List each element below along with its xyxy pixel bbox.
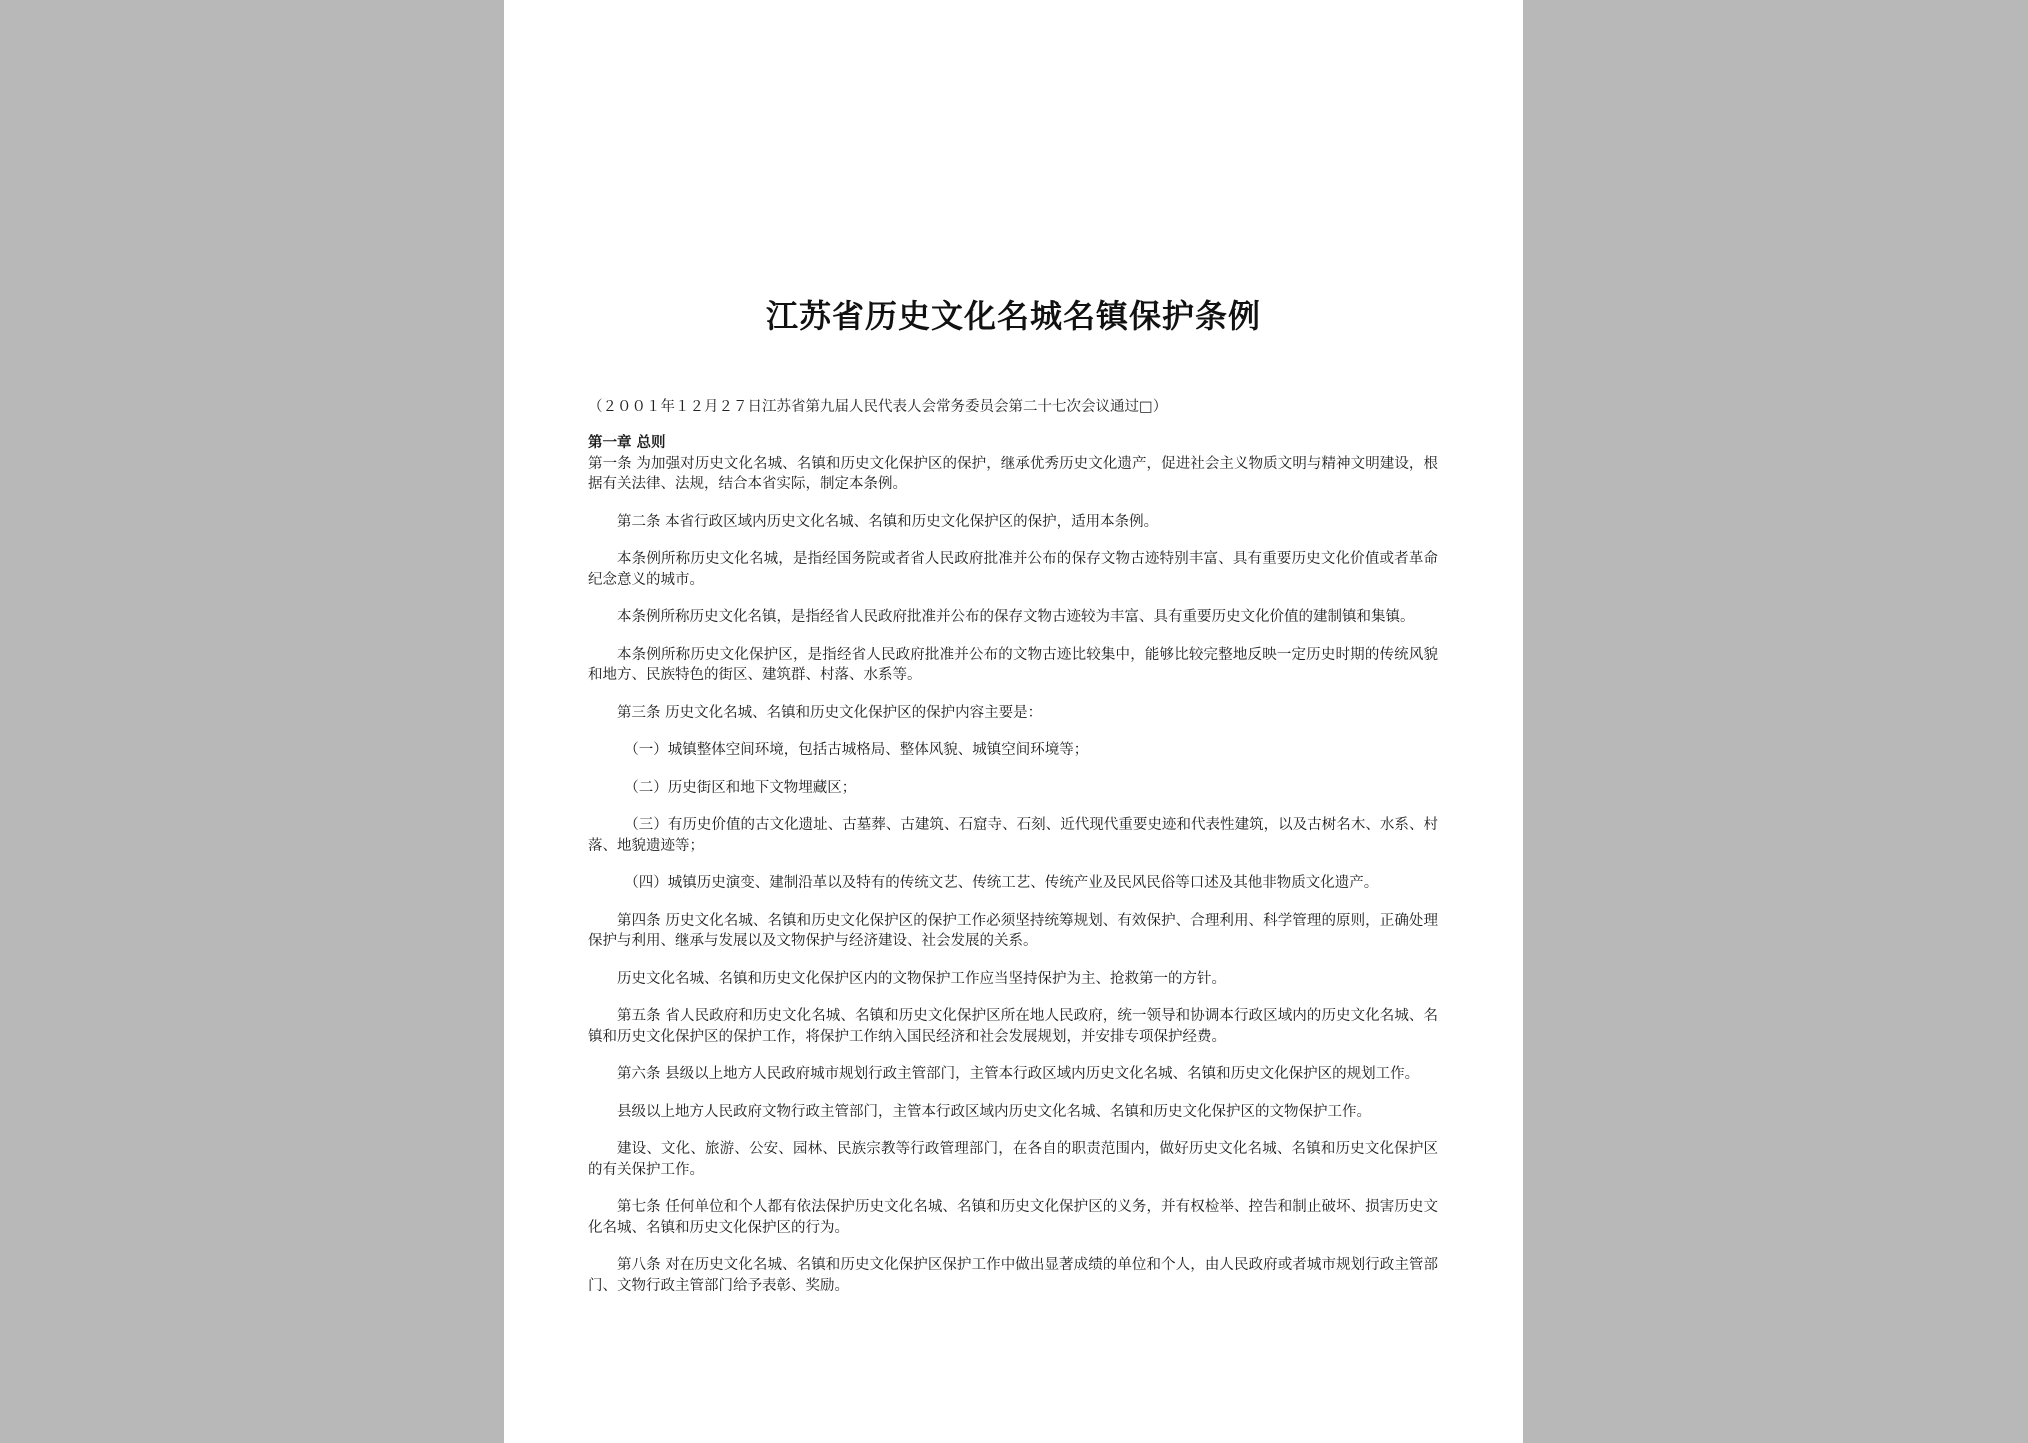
paragraph: 本条例所称历史文化名城，是指经国务院或者省人民政府批准并公布的保存文物古迹特别丰富、具有重要历史文化价值或者革命纪念意义的城市。: [588, 551, 1438, 588]
list-item: （一）城镇整体空间环境，包括古城格局、整体风貌、城镇空间环境等；: [624, 742, 1089, 758]
document-subtitle: （２００１年１２月２７日江苏省第九届人民代表人会常务委员会第二十七次会议通过□）: [588, 399, 1168, 415]
paragraph-article-7: 第七条 任何单位和个人都有依法保护历史文化名城、名镇和历史文化保护区的义务，并有权检举、控告和制止破坏、损害历史文化名城、名镇和历史文化保护区的行为。: [588, 1199, 1438, 1236]
document-title: 江苏省历史文化名城名镇保护条例: [765, 297, 1261, 335]
paragraph: 本条例所称历史文化名镇，是指经省人民政府批准并公布的保存文物古迹较为丰富、具有重要历史文化价值的建制镇和集镇。: [617, 609, 1415, 625]
paragraph: 县级以上地方人民政府文物行政主管部门，主管本行政区域内历史文化名城、名镇和历史文化保护区的文物保护工作。: [617, 1103, 1371, 1120]
paragraph-article-4: 第四条 历史文化名城、名镇和历史文化保护区的保护工作必须坚持统筹规划、有效保护、合理利用、科学管理的原则，正确处理保护与利用、继承与发展以及文物保护与经济建设、社会发展的关系。: [588, 912, 1438, 949]
list-item: （二）历史街区和地下文物埋藏区；: [624, 779, 857, 796]
document-body: [588, 433, 1438, 1313]
paragraph-article-8: 第八条 对在历史文化名城、名镇和历史文化保护区保护工作中做出显著成绩的单位和个人，由人民政府或者城市规划行政主管部门、文物行政主管部门给予表彰、奖励。: [588, 1257, 1438, 1294]
paragraph-article-6: 第六条 县级以上地方人民政府城市规划行政主管部门，主管本行政区域内历史文化名城、名镇和历史文化保护区的规划工作。: [617, 1066, 1420, 1082]
paragraph: 建设、文化、旅游、公安、园林、民族宗教等行政管理部门，在各自的职责范围内，做好历史文化名城、名镇和历史文化保护区的有关保护工作。: [588, 1141, 1438, 1178]
document-page: [504, 0, 1523, 1443]
paragraph-article-1: 第一条 为加强对历史文化名城、名镇和历史文化保护区的保护，继承优秀历史文化遗产，促进社会主义物质文明与精神文明建设，根据有关法律、法规，结合本省实际，制定本条例。: [588, 455, 1438, 492]
paragraph: 本条例所称历史文化保护区，是指经省人民政府批准并公布的文物古迹比较集中，能够比较完整地反映一定历史时期的传统风貌和地方、民族特色的街区、建筑群、村落、水系等。: [588, 646, 1438, 683]
list-item: （四）城镇历史演变、建制沿革以及特有的传统文艺、传统工艺、传统产业及民风民俗等口述及其他非物质文化遗产。: [624, 875, 1379, 891]
chapter-heading: 第一章 总则: [588, 434, 666, 451]
list-item: （三）有历史价值的古文化遗址、古墓葬、古建筑、石窟寺、石刻、近代现代重要史迹和代表性建筑，以及古树名木、水系、村落、地貌遗迹等；: [588, 817, 1438, 854]
paragraph: 历史文化名城、名镇和历史文化保护区内的文物保护工作应当坚持保护为主、抢救第一的方针。: [617, 970, 1226, 987]
paragraph-article-2: 第二条 本省行政区域内历史文化名城、名镇和历史文化保护区的保护，适用本条例。: [617, 513, 1159, 530]
paragraph-article-5: 第五条 省人民政府和历史文化名城、名镇和历史文化保护区所在地人民政府，统一领导和协调本行政区域内的历史文化名城、名镇和历史文化保护区的保护工作，将保护工作纳入国民经济和社会发展规划，并安排专项保护经费。: [588, 1008, 1438, 1045]
paragraph-article-3: 第三条 历史文化名城、名镇和历史文化保护区的保护内容主要是：: [617, 704, 1043, 721]
